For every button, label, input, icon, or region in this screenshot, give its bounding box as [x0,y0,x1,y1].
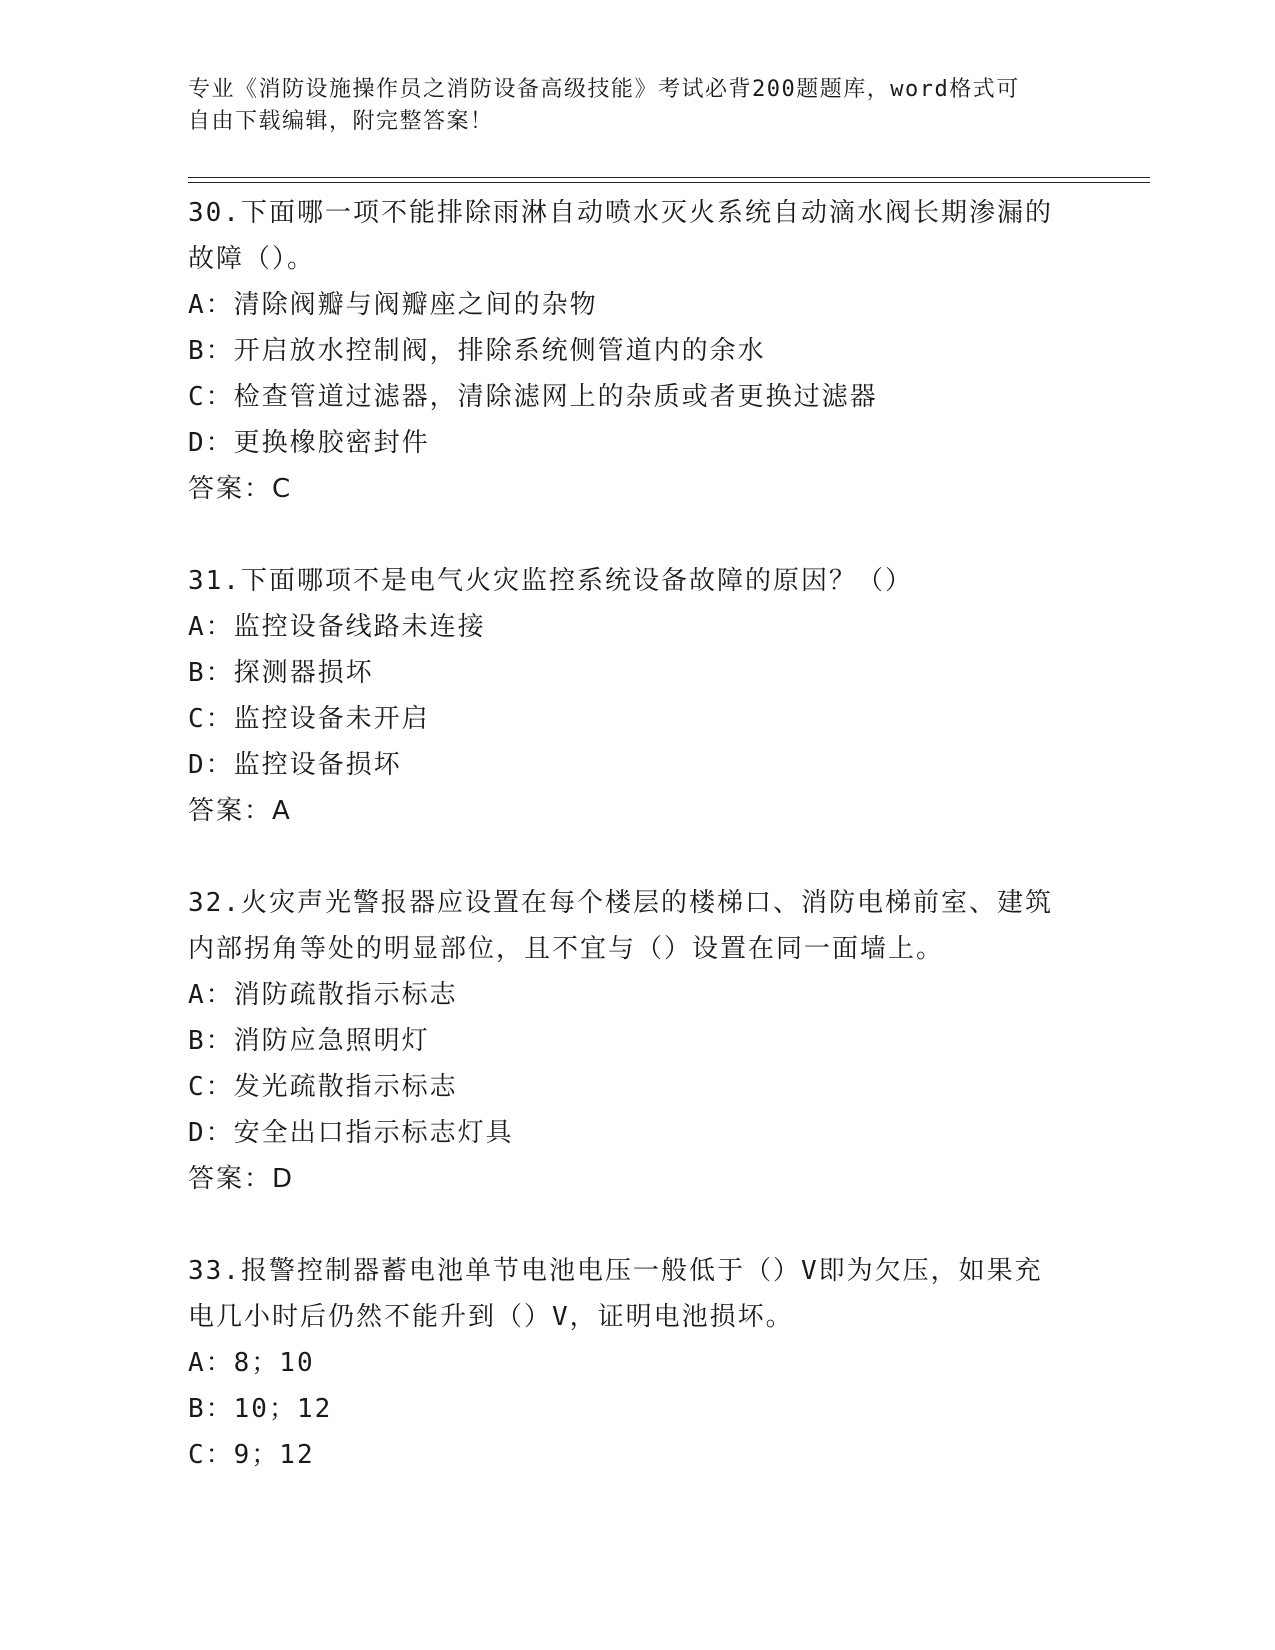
header-line-2: 自由下载编辑，附完整答案！ [188,109,494,134]
option-b: B：探测器损坏 [188,658,374,688]
question-31 [188,558,1088,834]
question-30 [188,190,1088,512]
option-c: C：发光疏散指示标志 [188,1072,458,1102]
question-33 [188,1248,1088,1478]
option-c: C：检查管道过滤器，清除滤网上的杂质或者更换过滤器 [188,382,878,412]
answer: 答案：D [188,1164,295,1194]
option-d: D：监控设备损坏 [188,750,402,780]
header-rule-bottom [188,182,1150,183]
question-text: 内部拐角等处的明显部位，且不宜与（）设置在同一面墙上。 [188,934,945,964]
option-c: C：9；12 [188,1440,315,1470]
option-a: A：8；10 [188,1348,315,1378]
option-c: C：监控设备未开启 [188,704,430,734]
question-text: 33.报警控制器蓄电池单节电池电压一般低于（）V即为欠压，如果充 [188,1256,1043,1286]
document-header [188,74,1088,138]
question-text: 故障（）。 [188,244,316,274]
option-b: B：开启放水控制阀，排除系统侧管道内的余水 [188,336,766,366]
option-d: D：更换橡胶密封件 [188,428,430,458]
question-text: 30.下面哪一项不能排除雨淋自动喷水灭火系统自动滴水阀长期渗漏的 [188,198,1053,228]
option-d: D：安全出口指示标志灯具 [188,1118,514,1148]
question-list [188,190,1088,1478]
header-rule-top [188,177,1150,178]
question-text: 32.火灾声光警报器应设置在每个楼层的楼梯口、消防电梯前室、建筑 [188,888,1053,918]
answer: 答案：A [188,796,292,826]
option-a: A：监控设备线路未连接 [188,612,486,642]
answer: 答案：C [188,474,293,504]
question-text: 31.下面哪项不是电气火灾监控系统设备故障的原因？（） [188,566,913,596]
option-b: B：10；12 [188,1394,333,1424]
question-32 [188,880,1088,1202]
option-a: A：消防疏散指示标志 [188,980,458,1010]
option-a: A：清除阀瓣与阀瓣座之间的杂物 [188,290,598,320]
header-line-1: 专业《消防设施操作员之消防设备高级技能》考试必背200题题库，word格式可 [188,77,1020,102]
option-b: B：消防应急照明灯 [188,1026,430,1056]
question-text: 电几小时后仍然不能升到（）V，证明电池损坏。 [188,1302,794,1332]
